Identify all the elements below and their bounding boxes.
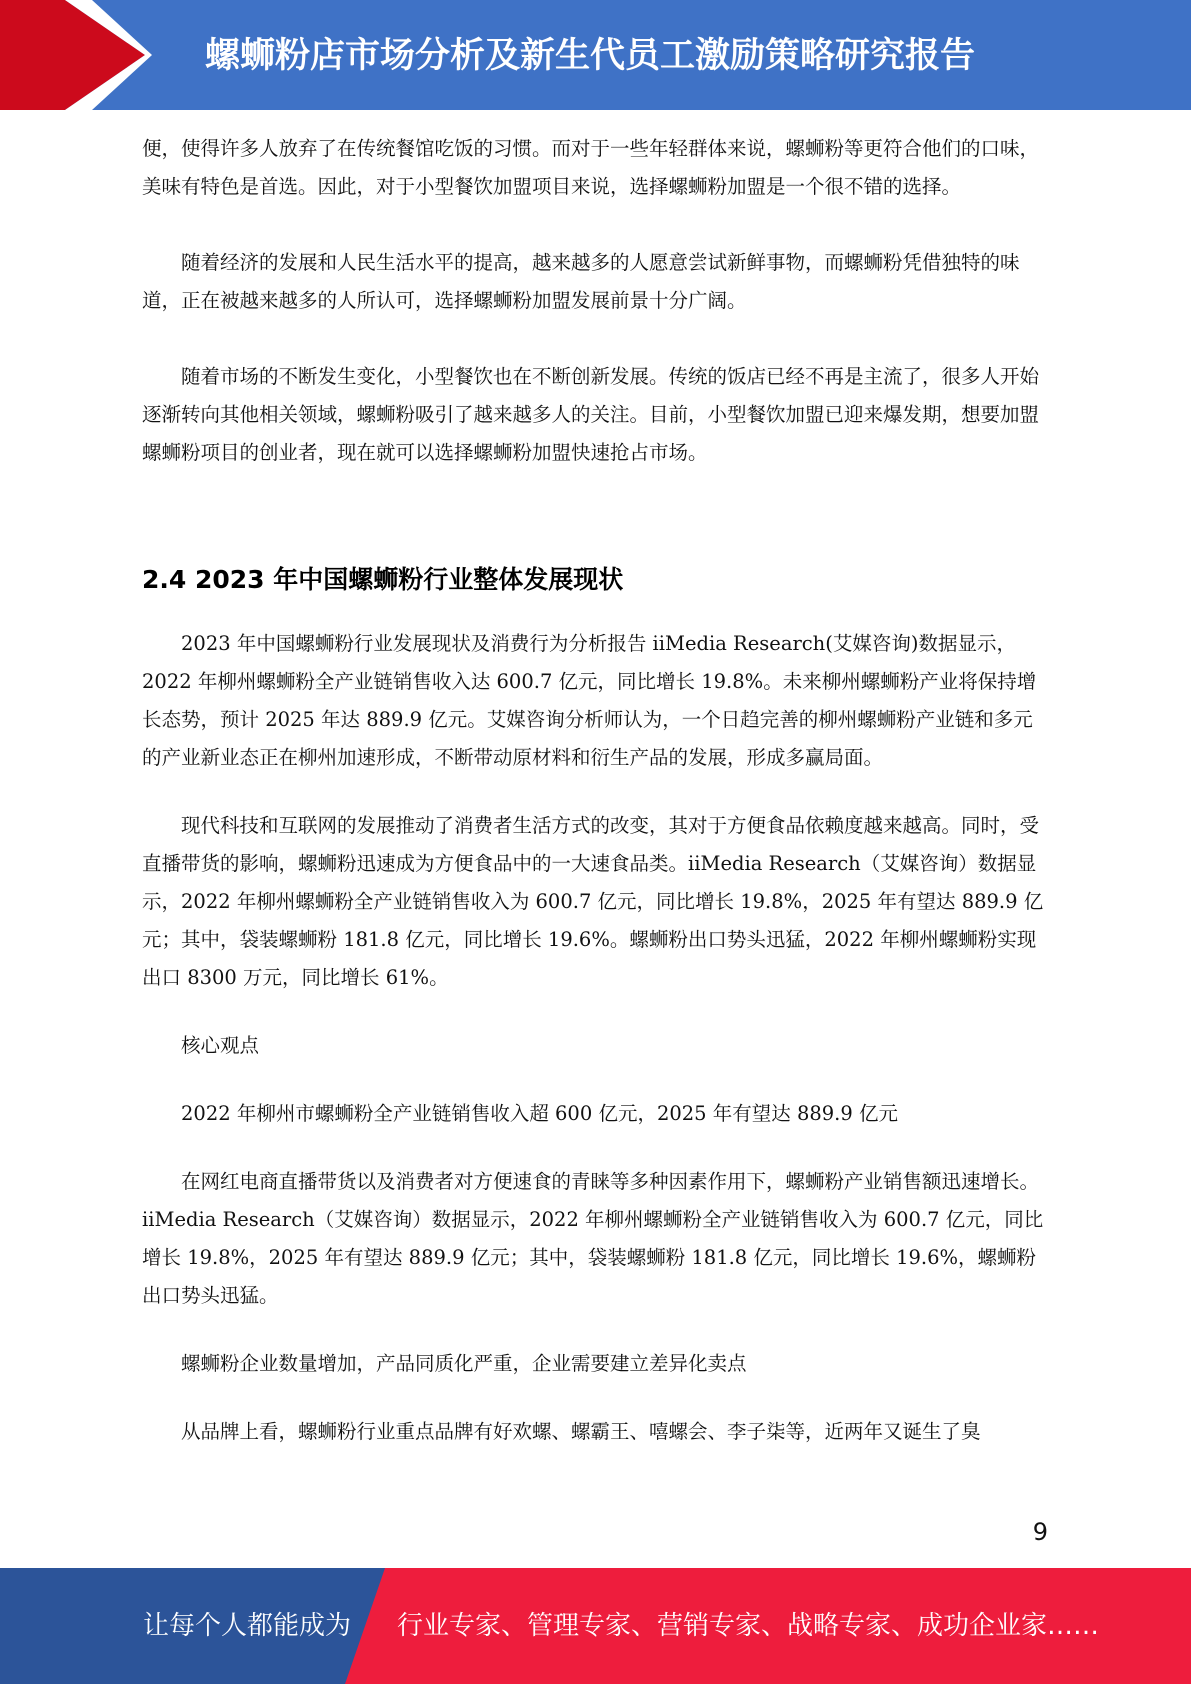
paragraph: 便，使得许多人放弃了在传统餐馆吃饭的习惯。而对于一些年轻群体来说，螺蛳粉等更符合他们的口味，美味有特色是首选。因此，对于小型餐饮加盟项目来说，选择螺蛳粉加盟是一个很不错的选择。 (142, 137, 1040, 198)
paragraph: 现代科技和互联网的发展推动了消费者生活方式的改变，其对于方便食品依赖度越来越高。同时，受直播带货的影响，螺蛳粉迅速成为方便食品中的一大速食品类。iiMedia Research（艾媒咨询）数据显示，2022 年柳州螺蛳粉全产业链销售收入为 600.7 亿元，同比增长 19.8%，2025 年有望达 889.9 亿元；其中，袋装螺蛳粉 181.8 亿元，同比增长 19.6%。螺蛳粉出口势头迅猛，2022 年柳州螺蛳粉实现出口 8300 万元，同比增长 61%。 (142, 814, 1044, 989)
document-body (142, 130, 1047, 1451)
subheading-core-views: 核心观点 (181, 1034, 260, 1057)
paragraph: 2022 年柳州市螺蛳粉全产业链销售收入超 600 亿元，2025 年有望达 889.9 亿元 (181, 1102, 898, 1125)
paragraph: 2023 年中国螺蛳粉行业发展现状及消费行为分析报告 iiMedia Research(艾媒咨询)数据显示，2022 年柳州螺蛳粉全产业链销售收入达 600.7 亿元，同比增长 19.8%。未来柳州螺蛳粉产业将保持增长态势，预计 2025 年达 889.9 亿元。艾媒咨询分析师认为，一个日趋完善的柳州螺蛳粉产业链和多元的产业新业态正在柳州加速形成，不断带动原材料和衍生产品的发展，形成多赢局面。 (142, 632, 1037, 769)
footer-slogan-right: 行业专家、管理专家、营销专家、战略专家、成功企业家…… (397, 1611, 1100, 1641)
paragraph: 随着经济的发展和人民生活水平的提高，越来越多的人愿意尝试新鲜事物，而螺蛳粉凭借独特的味道，正在被越来越多的人所认可，选择螺蛳粉加盟发展前景十分广阔。 (142, 251, 1020, 312)
paragraph: 螺蛳粉企业数量增加，产品同质化严重，企业需要建立差异化卖点 (181, 1352, 747, 1375)
footer-slogan-left: 让每个人都能成为 (143, 1611, 352, 1641)
paragraph: 从品牌上看，螺蛳粉行业重点品牌有好欢螺、螺霸王、嘻螺会、李子柒等，近两年又诞生了臭 (181, 1420, 981, 1443)
page-footer (0, 1568, 1191, 1684)
report-title: 螺蛳粉店市场分析及新生代员工激励策略研究报告 (205, 36, 976, 76)
section-heading: 2.4 2023 年中国螺蛳粉行业整体发展现状 (142, 565, 624, 594)
paragraph: 在网红电商直播带货以及消费者对方便速食的青睐等多种因素作用下，螺蛳粉产业销售额迅速增长。iiMedia Research（艾媒咨询）数据显示，2022 年柳州螺蛳粉全产业链销售收入为 600.7 亿元，同比增长 19.8%，2025 年有望达 889.9 亿元；其中，袋装螺蛳粉 181.8 亿元，同比增长 19.6%，螺蛳粉出口势头迅猛。 (142, 1170, 1044, 1307)
page-number: 9 (1032, 1518, 1048, 1546)
page-header (0, 0, 1191, 110)
paragraph: 随着市场的不断发生变化，小型餐饮也在不断创新发展。传统的饭店已经不再是主流了，很多人开始逐渐转向其他相关领域，螺蛳粉吸引了越来越多人的关注。目前，小型餐饮加盟已迎来爆发期，想要加盟螺蛳粉项目的创业者，现在就可以选择螺蛳粉加盟快速抢占市场。 (142, 365, 1040, 464)
